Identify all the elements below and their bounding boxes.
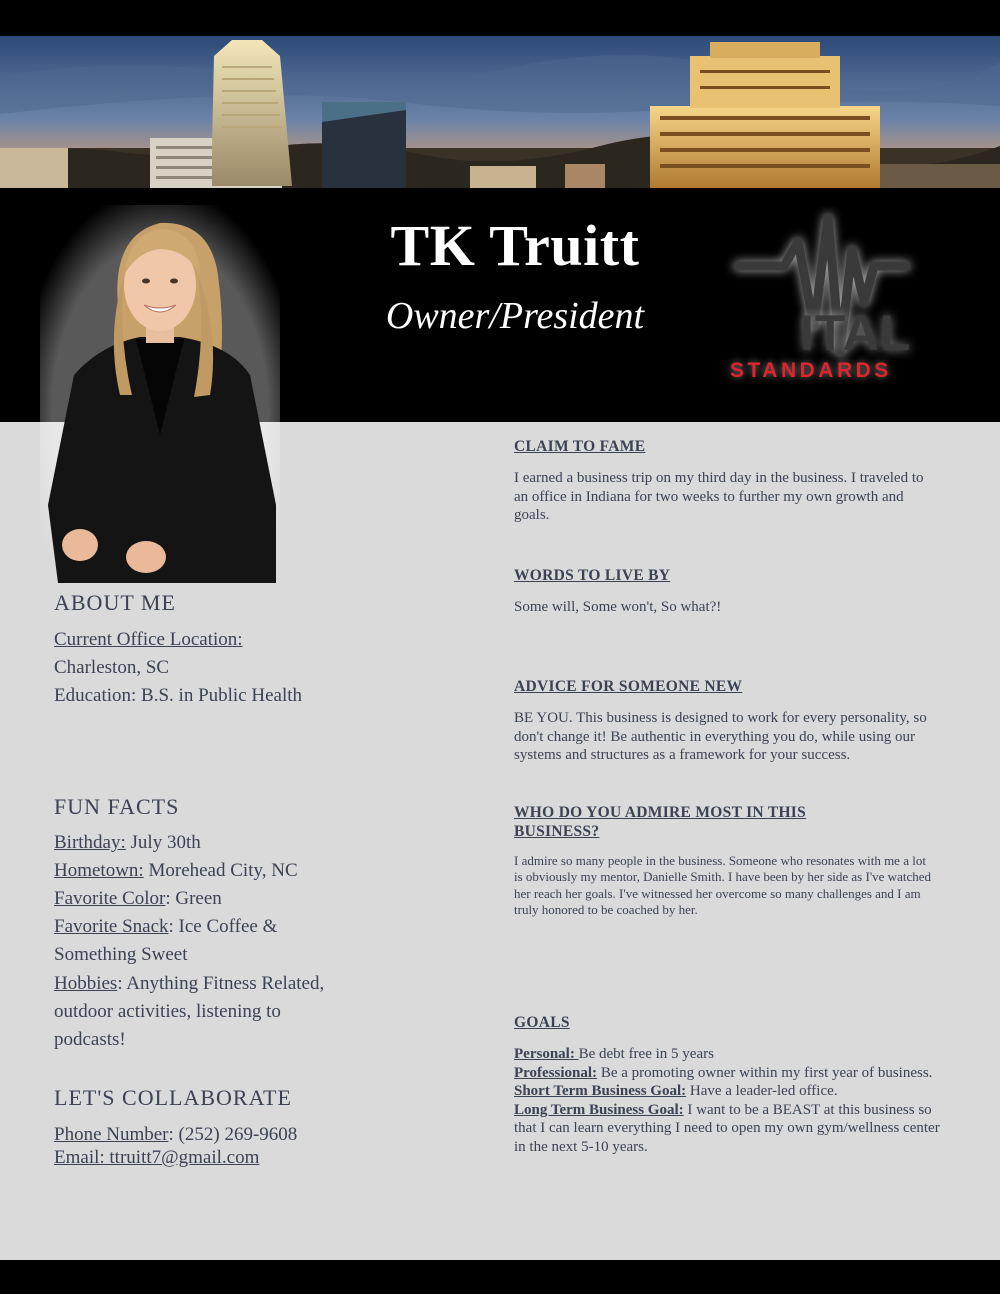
person-role: Owner/President [385, 295, 645, 337]
admire-heading-line-1: WHO DO YOU ADMIRE MOST IN THIS [514, 804, 807, 821]
office-location-label: Current Office Location: [54, 629, 243, 650]
fact-hobbies-cont: outdoor activities, listening to [54, 1001, 281, 1022]
city-skyline-banner [0, 36, 1000, 188]
email-link[interactable]: Email: ttruitt7@gmail.com [54, 1147, 260, 1168]
advice-text: BE YOU. This business is designed to work for every personality, so don't change it! Be authentic in everything you do, while using our systems and structures as a framework for your success. [514, 710, 927, 763]
fact-snack-cont: Something Sweet [54, 944, 188, 965]
goal-long-term [514, 1101, 940, 1157]
goal-personal [514, 1045, 940, 1064]
goal-long-term-value: I want to be a BEAST at this business so that I can learn everything I need to open my own gym/wellness center in the next 5-10 years. [514, 1101, 940, 1155]
snack-label: Favorite Snack [54, 916, 169, 937]
goal-professional [514, 1064, 940, 1083]
person-name: TK Truitt [390, 213, 640, 278]
portrait-photo [40, 205, 280, 583]
hometown-value: Morehead City, NC [143, 860, 298, 881]
words-to-live-by-heading: WORDS TO LIVE BY [514, 567, 671, 584]
snack-value: : Ice Coffee & [168, 916, 278, 937]
goal-personal-value: Be debt free in 5 years [578, 1046, 714, 1062]
phone-value: : (252) 269-9608 [168, 1124, 298, 1145]
birthday-value: July 30th [125, 832, 201, 853]
goals-list [514, 1045, 940, 1156]
logo-wordmark: ITAL [800, 305, 912, 361]
color-label: Favorite Color [54, 888, 166, 909]
fact-birthday [54, 829, 201, 857]
goal-professional-value: Be a promoting owner within my first year of business. [597, 1064, 933, 1081]
fact-color [54, 885, 222, 913]
goal-personal-label: Personal: [514, 1046, 579, 1062]
office-location [54, 626, 243, 654]
fun-facts-heading: FUN FACTS [54, 794, 180, 819]
hobbies-value: : Anything Fitness Related, [117, 973, 325, 994]
goal-short-term-value: Have a leader-led office. [686, 1083, 838, 1099]
color-value: : Green [165, 888, 222, 909]
bottom-black-strip [0, 1260, 1000, 1294]
advice-heading: ADVICE FOR SOMEONE NEW [514, 678, 743, 695]
claim-to-fame-heading: CLAIM TO FAME [514, 438, 646, 455]
hobbies-label: Hobbies [54, 973, 118, 994]
hometown-label: Hometown: [54, 860, 144, 881]
education-line: Education: B.S. in Public Health [54, 685, 303, 706]
fact-hobbies-cont-2: podcasts! [54, 1029, 126, 1050]
top-black-strip [0, 0, 1000, 36]
goal-short-term-label: Short Term Business Goal: [514, 1083, 687, 1099]
goals-heading: GOALS [514, 1014, 570, 1031]
birthday-label: Birthday: [54, 832, 126, 853]
office-location-value: Charleston, SC [54, 657, 170, 678]
fact-snack [54, 913, 277, 941]
words-to-live-by-text: Some will, Some won't, So what?! [514, 599, 722, 615]
goal-short-term [514, 1082, 940, 1101]
about-me-heading: ABOUT ME [54, 590, 176, 615]
admire-text: I admire so many people in the business. Someone who resonates with me a lot is obviously my mentor, Danielle Smith. I have been by her side as I've watched her reach her goals. I've witnessed her overcome so many challenges and I am truly honored to be coached by her. [514, 853, 931, 918]
goal-long-term-label: Long Term Business Goal: [514, 1101, 684, 1118]
logo-subtitle: STANDARDS [730, 359, 892, 382]
collaborate-heading: LET'S COLLABORATE [54, 1085, 292, 1110]
fact-hobbies [54, 970, 324, 998]
phone-label: Phone Number [54, 1124, 169, 1145]
goal-professional-label: Professional: [514, 1064, 598, 1081]
admire-heading-line-2: BUSINESS? [514, 823, 600, 840]
fact-hometown [54, 857, 298, 885]
claim-to-fame-text: I earned a business trip on my third day in the business. I traveled to an office in Indiana for two weeks to further my own growth and goals. [514, 470, 924, 523]
admire-heading [514, 803, 806, 841]
